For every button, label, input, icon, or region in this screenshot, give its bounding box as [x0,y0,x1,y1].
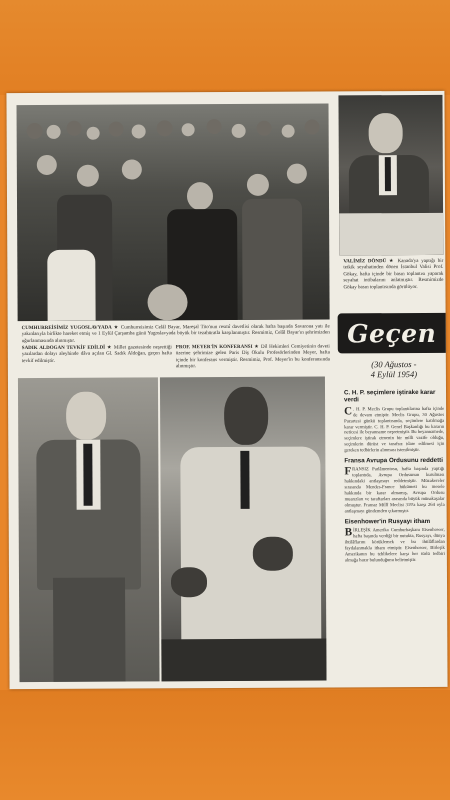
caption-sadik [22,345,172,365]
article-chp [344,389,444,454]
caption-sadik-heading: SADIK ALDOGAN TEVKİF EDİLDİ [21,345,106,352]
article-heading: Fransa Avrupa Ordusunu reddetti [344,456,443,465]
photo-crowd-farewell [17,103,330,321]
photo-sadik-aldogan [18,377,160,682]
caption-meyer-body: ★ Dil Hekimleri Cemiyetinin daveti üzerine şehrimize gelen Paris Diş Okulu Profesörlerinden Meyer, hafta içinde bir konferans vermiştir. Resmimiz, Prof. Meyer'in bu konferansında alınmıştır. [175,344,330,370]
article-body [345,527,445,563]
week-range-line1: (30 Ağustos - [371,359,417,370]
magazine-page [6,91,447,689]
article-fransa [344,457,444,514]
article-body [344,406,444,454]
caption-meyer [176,344,330,370]
orange-background-top [0,0,450,95]
news-column [344,385,445,566]
photo-governor-press [338,95,443,256]
caption-valimiz [343,259,443,292]
article-text: . H. P. Meclis Grupu toplantılarına hafta içinde de devam etmiştir. Meclis Grupu, 30 Ağustos Pazartesi günkü toplantısında, seçimlere katılmağa karar vermiştir. C. H. P. Genel Başkanlığı bu kararın neticesi ile beyanname neşretmiştir. Bu beyannamede, seçimlere iştirak etmenin bir milli vazife olduğu, seçimlerin dürüst ve tarafsız idare edilmesi için gereken tedbirlerin alınması istenilmiştir. [344,405,445,453]
caption-valimiz-body: ★ Kanada'ya yaptığı bir tetkik seyahatinden dönen İstanbul Valisi Prof. Gökay, hafta içinde bir basın toplantısı yaparak seyahat intibalarını anlatmıştır. Resmimizde Gökay basın toplantısında görülüyor. [343,258,444,291]
gecen-header-bar [338,313,446,354]
article-eisenhower [345,518,445,563]
gecen-title: Geçen [347,318,437,348]
caption-valimiz-heading: VALİMİZ DÖNDÜ [343,259,387,265]
caption-cumhurreisimiz-heading: CUMHURREİSİMİZ YUGOSLAVYADA [21,325,112,332]
week-range-line2: 4 Eylül 1954) [370,369,418,380]
dropcap: F [344,465,352,478]
caption-cumhurreisimiz [22,324,330,345]
caption-cumhurreisimiz-body: ★ Cumhurreisimiz Celâl Bayar, Mareşal Tito'nun resmî davetlisi olarak hafta başında Savarona yatı ile yakınlarıyla birlikte hareket etmiş ve 1 Eylül Çarşamba günü Yugoslavyada büyük bir tezahüratla karşılanmıştır. Resmimiz, Celâl Bayar'ın şehrimizden uğurlanmasında alınmıştır. [21,324,330,344]
article-text: RANSIZ Parlâmentosu, hafta başında yaptığı toplantıda, Avrupa Ordusunun kurulması hakkındaki antlaşmayı reddetmiştir. Müzakereler sırasında Mendes-France hükümeti bu mesele hakkında bir karar almamış, Avrupa Ordusu muarızları ve taraftarları arasında büyük münakaşalar olmuştur. Fransız Millî Meclisi 319'a karşı 264 oyla antlaşmayı gündemden çıkarmıştır. [344,466,445,514]
article-body [344,466,444,514]
orange-background-bottom [0,690,450,800]
dropcap: B [344,526,353,539]
week-range [344,359,444,380]
article-heading: C. H. P. seçimlere iştirake karar verdi [343,388,436,404]
article-text: İRLEŞİK Amerika Cumhurbaşkanı Eisenhower, hafta başında verdiği bir nutukta, Rusyayı, dünya ihtilâflarını körüklemek ve bu ihtilâflardan faydalanmakla itham etmiştir. Eisenhower, Birleşik Amerikanın bu tehlikelere karşı her türlü tedbiri almağa hazır bulunduğunu belirtmiştir. [344,526,445,563]
photo-prof-meyer [160,376,327,681]
dropcap: C [344,405,353,418]
caption-sadik-body: ★ Millet gazetesinde neşrettiği yazılardan dolayı aleyhinde dâva açılan Gl. Sadık Aldoğan, geçen hafta tevkif edilmiştir. [21,345,172,364]
article-heading: Eisenhower'in Rusyayı itham [344,517,431,526]
caption-meyer-heading: PROF. MEYER'İN KONFERANSI [175,344,253,351]
